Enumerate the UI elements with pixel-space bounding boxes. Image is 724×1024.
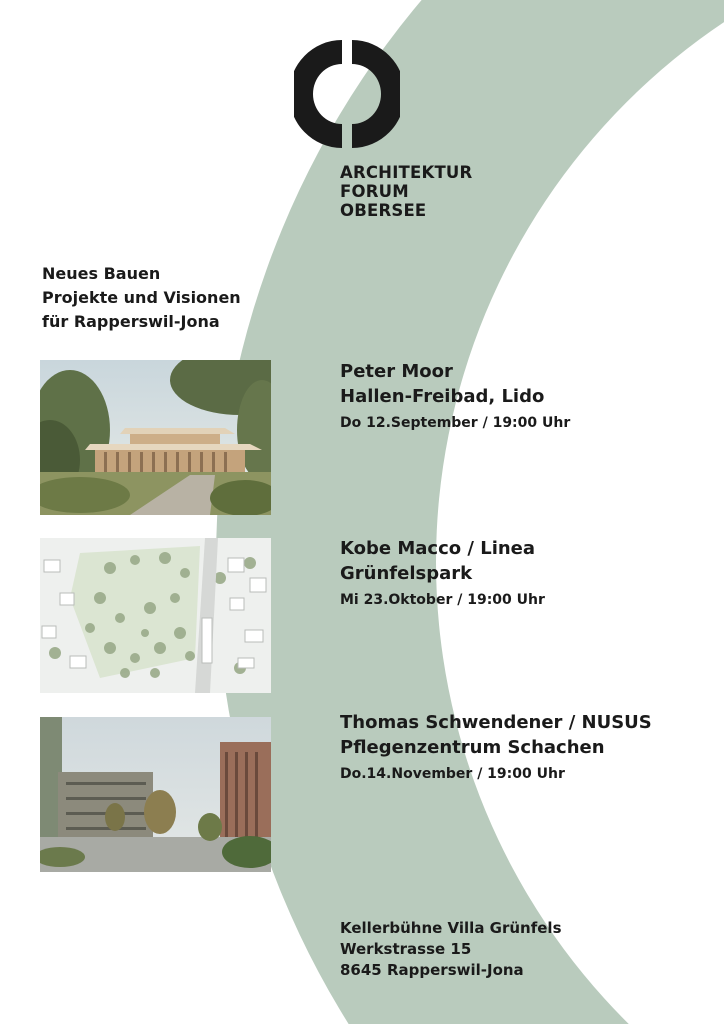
organization-name xyxy=(340,163,472,220)
rendering-pflegezentrum xyxy=(40,717,271,872)
event-1 xyxy=(340,359,570,433)
series-title xyxy=(42,262,241,334)
ring-shape xyxy=(216,0,724,1024)
event-3 xyxy=(340,710,652,784)
event-1-date: Do 12.September / 19:00 Uhr xyxy=(340,415,571,431)
series-title-line-2: Projekte und Visionen xyxy=(42,288,241,307)
venue-address xyxy=(340,918,562,981)
organization-line-2: FORUM xyxy=(340,182,409,201)
logo-mark xyxy=(294,40,400,148)
event-3-project: Pflegenzentrum Schachen xyxy=(340,737,605,758)
event-2-speaker: Kobe Macco / Linea xyxy=(340,538,536,559)
organization-line-1: ARCHITEKTUR xyxy=(340,163,473,182)
venue-street: Werkstrasse 15 xyxy=(340,940,472,958)
siteplan-gruenfelspark xyxy=(40,538,271,693)
event-1-project: Hallen-Freibad, Lido xyxy=(340,386,545,407)
venue-city: 8645 Rapperswil-Jona xyxy=(340,961,524,979)
series-title-line-3: für Rapperswil-Jona xyxy=(42,312,220,331)
event-1-speaker: Peter Moor xyxy=(340,361,453,382)
event-2-project: Grünfelspark xyxy=(340,563,473,584)
organization-line-3: OBERSEE xyxy=(340,201,427,220)
event-3-date: Do.14.November / 19:00 Uhr xyxy=(340,766,565,782)
event-3-speaker: Thomas Schwendener / NUSUS xyxy=(340,712,652,733)
series-title-line-1: Neues Bauen xyxy=(42,264,161,283)
event-2-date: Mi 23.Oktober / 19:00 Uhr xyxy=(340,592,545,608)
venue-name: Kellerbühne Villa Grünfels xyxy=(340,919,562,937)
event-2 xyxy=(340,536,545,610)
rendering-hallen-freibad xyxy=(40,360,271,515)
